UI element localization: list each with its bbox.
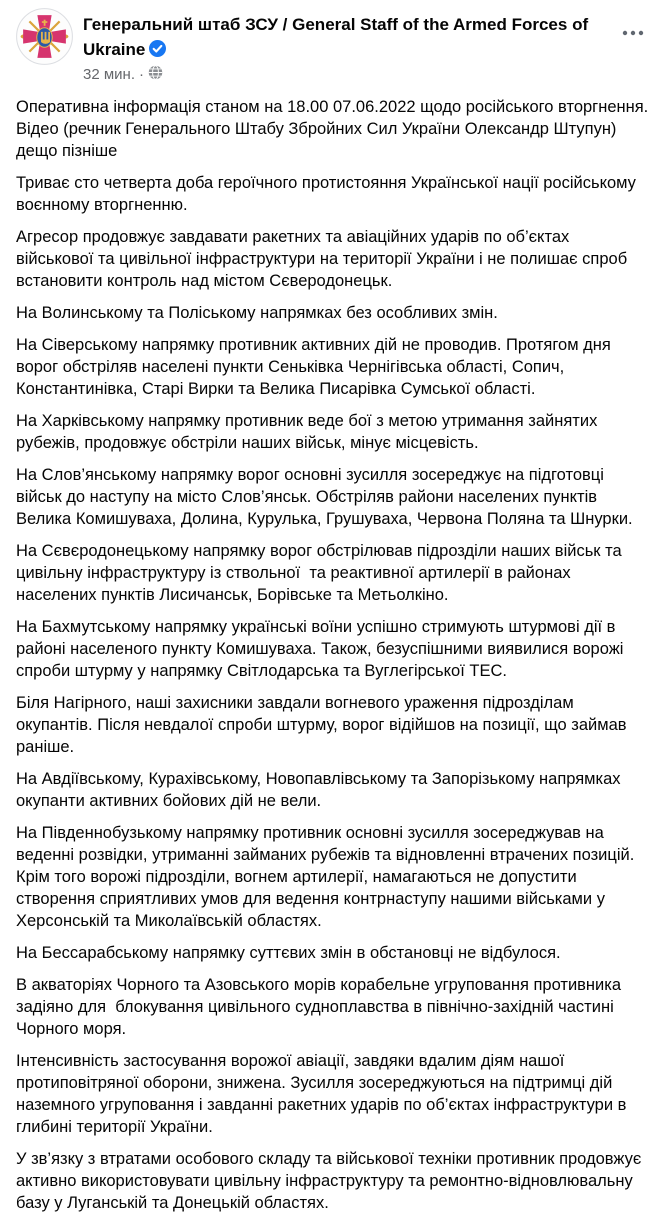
ukraine-general-staff-emblem-icon bbox=[16, 8, 73, 65]
post-paragraph: Інтенсивність застосування ворожої авіації, завдяки вдалим діям нашої протиповітряної оборони, знижена. Зусилля зосереджуються на підтримці дій наземного угруповання і завданні ракетних ударів по об’єктах інфраструктури в глибині території України. bbox=[16, 1052, 631, 1136]
header-info bbox=[83, 12, 649, 86]
ellipsis-icon bbox=[622, 30, 644, 36]
post-header bbox=[0, 0, 665, 90]
post-paragraph: На Сіверському напрямку противник активних дій не проводив. Протягом дня ворог обстріляв населені пункти Сеньківка Чернігівська області, Сопич, Константинівка, Старі Вирки та Велика Писарівка Сумської області. bbox=[16, 336, 616, 398]
post-paragraph: У зв’язку з втратами особового складу та військової техніки противник продовжує активно використовувати цивільну інфраструктуру та ремонтно-відновлювальну базу у Луганській та Донецькій областях. bbox=[16, 1150, 646, 1212]
post-paragraph: На Харківському напрямку противник веде бої з метою утримання зайнятих рубежів, продовжує обстріли наших військ, мінує місцевість. bbox=[16, 412, 602, 452]
post-paragraph: Агресор продовжує завдавати ракетних та авіаційних ударів по об’єктах військової та цивільної інфраструктури на території України і не полишає спроб встановити контроль над містом Сєверодонецьк. bbox=[16, 228, 632, 290]
post-paragraph: На Південнобузькому напрямку противник основні зусилля зосереджував на веденні розвідки, утриманні займаних рубежів та відновленні втрачених позицій. Крім того ворожі підрозділи, вогнем артилерії, намагаються не допустити створення сприятливих умов для ведення контрнаступу нашими військами у Херсонській та Миколаївській областях. bbox=[16, 824, 639, 930]
verified-badge-icon bbox=[149, 40, 166, 62]
post-paragraph: Триває сто четверта доба героїчного протистояння Української нації російському воєнному вторгненню. bbox=[16, 174, 641, 214]
post-paragraph: На Сєвєродонецькому напрямку ворог обстрілював підрозділи наших військ та цивільну інфраструктуру із ствольної та реактивної артилерії в районах населених пунктів Лисичанськ, Борівське та Метьолкіно. bbox=[16, 542, 627, 604]
page-name-link[interactable]: Генеральний штаб ЗСУ / General Staff of the Armed Forces of Ukraine bbox=[83, 15, 589, 59]
post-paragraph: На Авдіївському, Курахівському, Новопавлівському та Запорізькому напрямках окупанти активних бойових дій не вели. bbox=[16, 770, 626, 810]
more-options-button[interactable] bbox=[615, 18, 651, 48]
post-paragraph: На Бессарабському напрямку суттєвих змін в обстановці не відбулося. bbox=[16, 944, 561, 962]
post-paragraph: На Волинському та Поліському напрямках без особливих змін. bbox=[16, 304, 498, 322]
avatar[interactable] bbox=[16, 8, 73, 65]
post-paragraph: На Слов’янському напрямку ворог основні зусилля зосереджує на підготовці військ до наступу на місто Слов’янськ. Обстріляв райони населених пунктів Велика Комишуваха, Долина, Курулька, Грушуваха, Червона Поляна та Шнурки. bbox=[16, 466, 633, 528]
post-paragraph: Оперативна інформація станом на 18.00 07.06.2022 щодо російського вторгнення. bbox=[16, 98, 649, 116]
post-paragraph: Відео (речник Генерального Штабу Збройних Сил України Олександр Штупун) дещо пізніше bbox=[16, 120, 622, 160]
privacy-globe-icon bbox=[148, 65, 163, 86]
timestamp-link[interactable]: 32 мин. bbox=[83, 66, 135, 83]
post-paragraph: Біля Нагірного, наші захисники завдали вогневого ураження підрозділам окупантів. Після невдалої спроби штурму, ворог відійшов на позиції, що займав раніше. bbox=[16, 694, 632, 756]
post-paragraph: На Бахмутському напрямку українські воїни успішно стримують штурмові дії в районі населеного пункту Комишуваха. Також, безуспішними виявилися ворожі спроби штурму у напрямку Світлодарська та Вуглегірської ТЕС. bbox=[16, 618, 628, 680]
post-text bbox=[0, 90, 665, 1214]
post-meta bbox=[83, 64, 605, 86]
post-paragraph: В акваторіях Чорного та Азовського морів корабельне угруповання противника задіяно для блокування цивільного судноплавства в північно-західній частині Чорного моря. bbox=[16, 976, 626, 1038]
meta-separator: · bbox=[139, 66, 144, 83]
